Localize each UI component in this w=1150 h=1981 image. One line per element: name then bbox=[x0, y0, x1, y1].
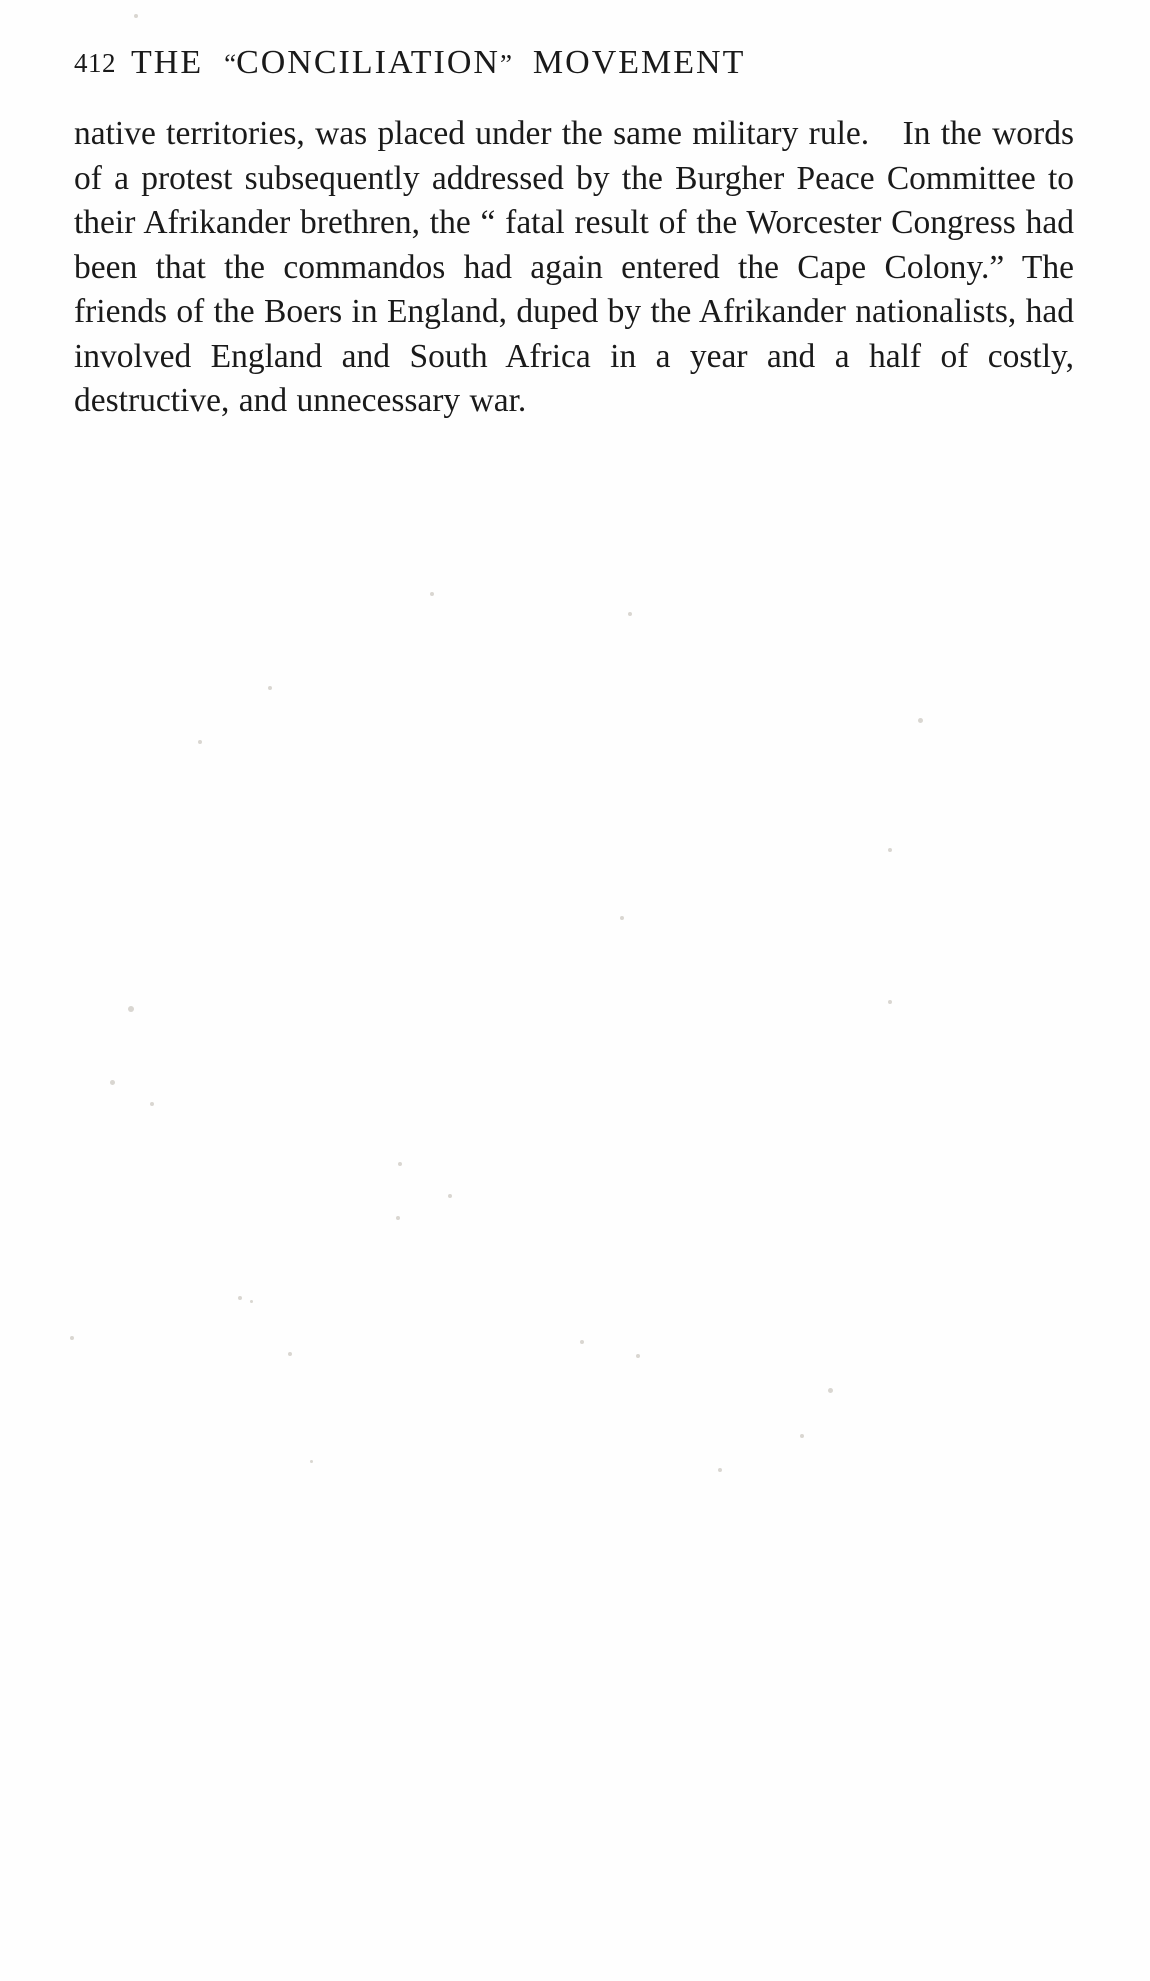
scan-speck bbox=[888, 848, 892, 852]
scan-speck bbox=[828, 1388, 833, 1393]
scan-speck bbox=[268, 686, 272, 690]
scan-speck bbox=[134, 14, 138, 18]
running-head-pre: THE bbox=[131, 44, 204, 81]
body-paragraph bbox=[74, 112, 1076, 424]
scan-speck bbox=[398, 1162, 402, 1166]
scan-speck bbox=[288, 1352, 292, 1356]
scan-speck bbox=[430, 592, 434, 596]
running-head bbox=[74, 44, 1076, 82]
scan-speck bbox=[800, 1434, 804, 1438]
scan-speck bbox=[198, 740, 202, 744]
scan-speck bbox=[636, 1354, 640, 1358]
running-head-post: MOVEMENT bbox=[532, 44, 746, 81]
quote-close: ” bbox=[499, 49, 512, 79]
scan-speck bbox=[70, 1336, 74, 1340]
scan-speck bbox=[396, 1216, 400, 1220]
running-head-title bbox=[131, 44, 745, 82]
scan-speck bbox=[918, 718, 923, 723]
quote-open: “ bbox=[224, 49, 237, 79]
scan-speck bbox=[310, 1460, 313, 1463]
scan-speck bbox=[150, 1102, 154, 1106]
scan-speck bbox=[128, 1006, 134, 1012]
scan-speck bbox=[888, 1000, 892, 1004]
scan-speck bbox=[448, 1194, 452, 1198]
page-text-block bbox=[74, 44, 1076, 424]
scan-speck bbox=[238, 1296, 242, 1300]
scan-speck bbox=[580, 1340, 584, 1344]
scan-speck bbox=[628, 612, 632, 616]
page-folio: 412 bbox=[74, 48, 116, 78]
scan-speck bbox=[250, 1300, 253, 1303]
scan-speck bbox=[718, 1468, 722, 1472]
running-head-keyword: CONCILIATION bbox=[236, 44, 500, 81]
paragraph-text: native territories, was placed under the same military rule. In the words of a protest subsequently addressed by the Burgher Peace Committee to their Afrikander brethren, the “ fatal result of the Worcester Congress had been that the commandos had again entered the Cape Colony.” The friends of the Boers in England, duped by the Afrikander nationalists, had involved England and South Africa in a year and a half of costly, destructive, and unnecessary war. bbox=[74, 115, 1074, 419]
scan-speck bbox=[110, 1080, 115, 1085]
scan-speck bbox=[620, 916, 624, 920]
